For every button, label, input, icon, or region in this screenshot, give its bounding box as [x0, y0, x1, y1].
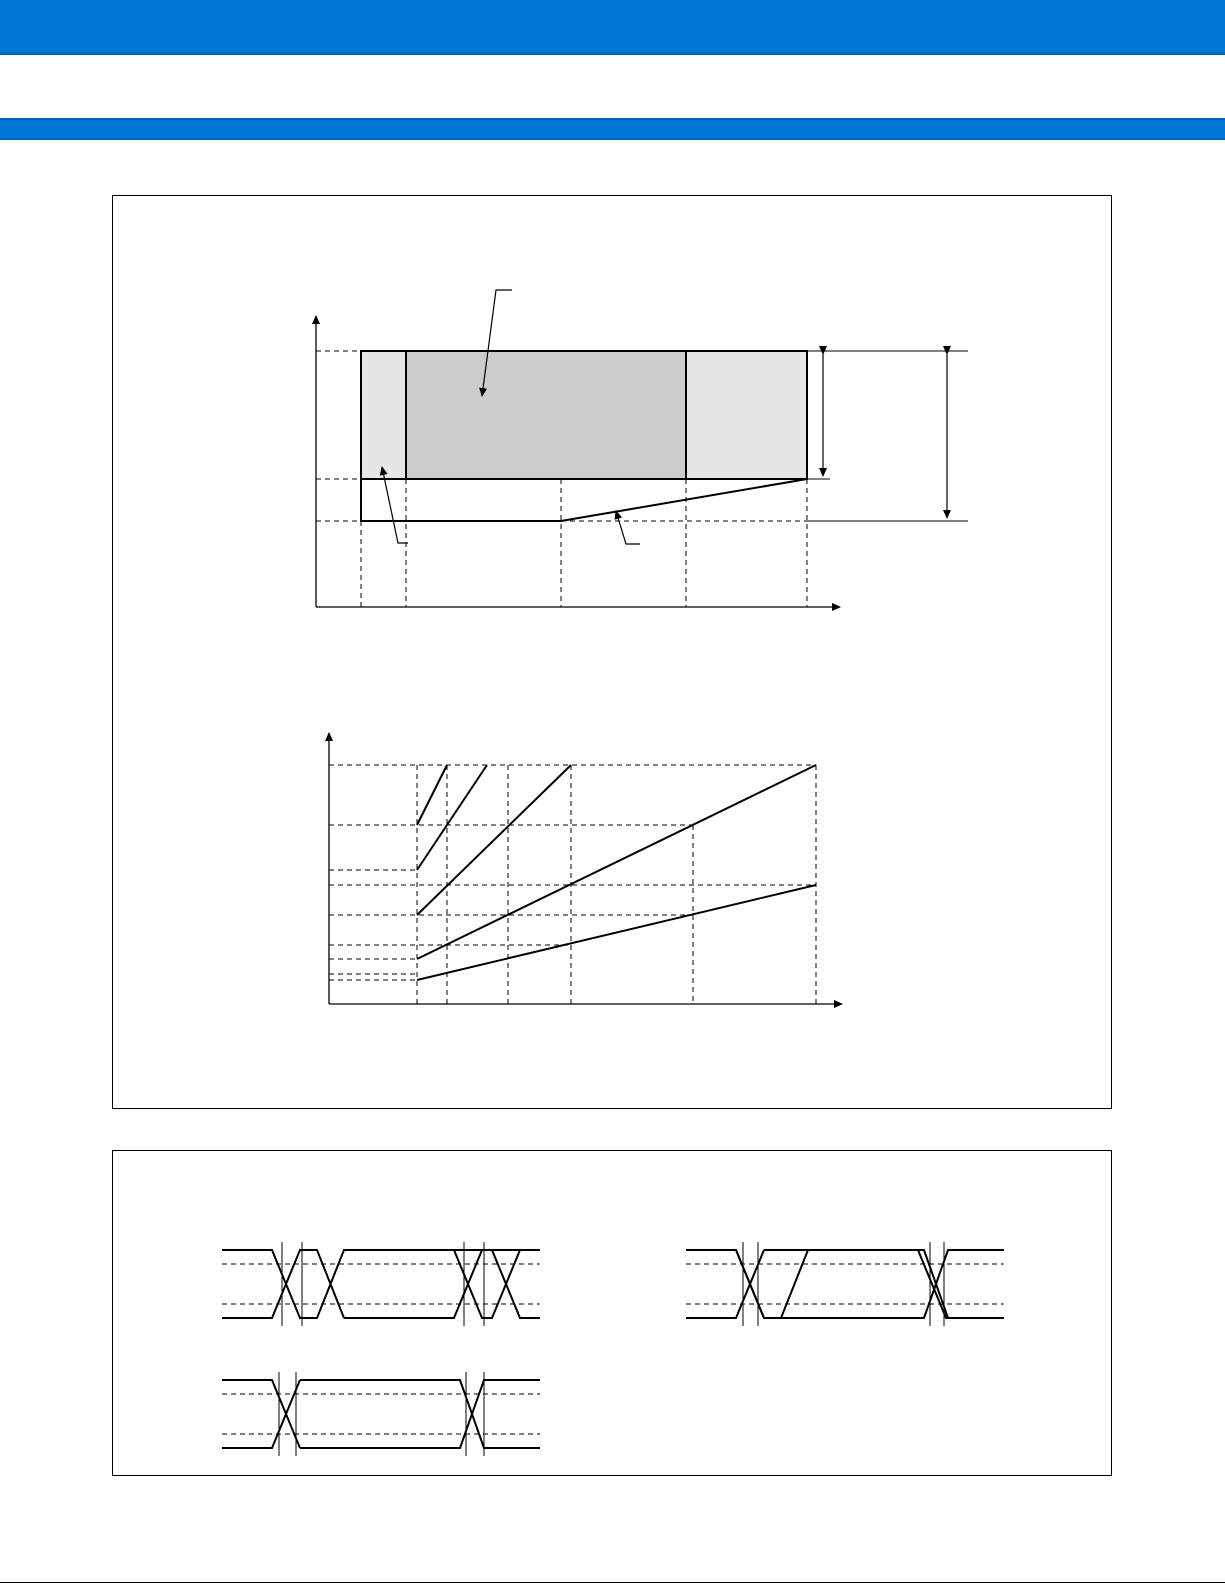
region-center [406, 351, 686, 479]
line-3 [417, 765, 571, 915]
footer-rule [0, 1582, 1225, 1583]
lower-boundary [361, 479, 807, 521]
line-diagram [329, 733, 842, 1004]
line-2 [417, 765, 487, 870]
line-4 [417, 765, 816, 959]
line-1 [417, 765, 447, 825]
waveform-3 [222, 1372, 540, 1456]
diagram-lines [417, 765, 816, 980]
line-5 [417, 885, 816, 980]
waveform-1 [222, 1242, 540, 1326]
region-right [686, 351, 807, 479]
waveform-2 [686, 1242, 1004, 1326]
region-left [361, 351, 406, 479]
timing-waveforms [222, 1242, 1004, 1456]
operating-range-diagram [316, 290, 968, 607]
pointer-arrow-icon [616, 511, 640, 544]
